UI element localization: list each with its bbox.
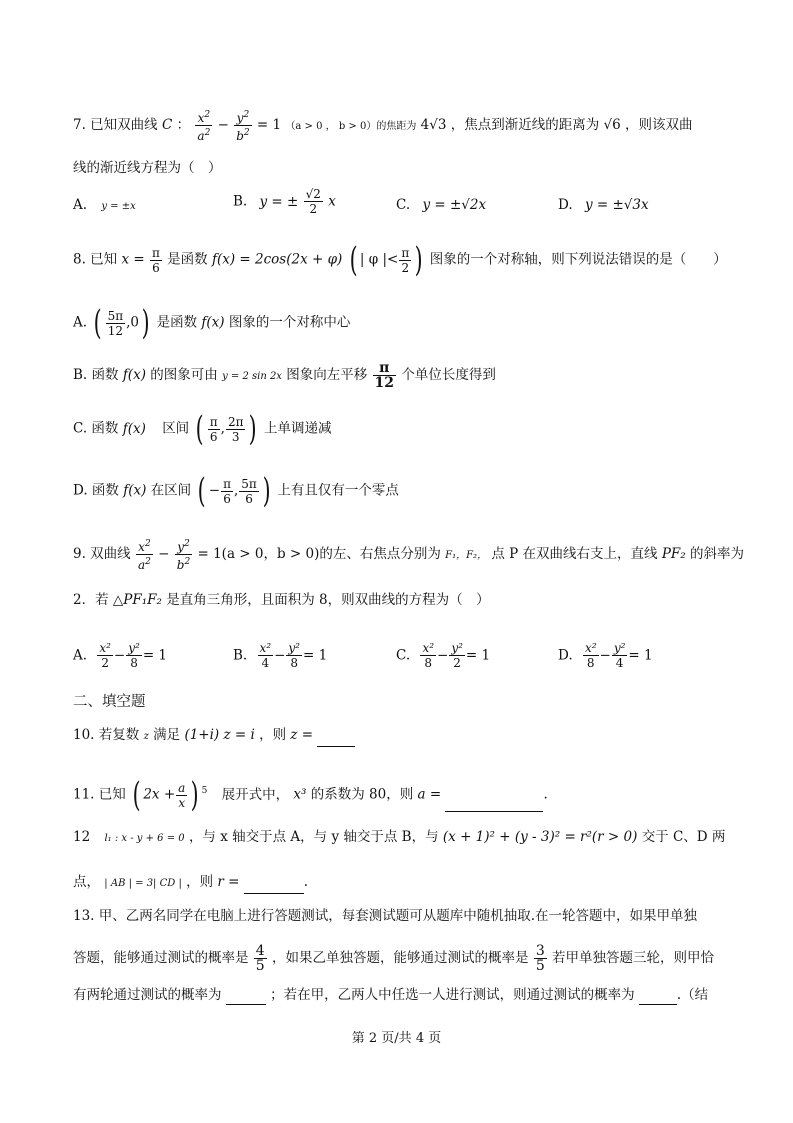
q9-line2: 2．若 △PF₁F₂ 是直角三角形，且面积为 8，则双曲线的方程为（ ） — [73, 592, 490, 608]
q7-option-b: B. y = ± $\frac{√2}{2}$ x — [233, 187, 336, 216]
q7-option-c: C. y = ±√2x — [396, 197, 487, 213]
q8-option-a: A. ( $\frac{5\pi}{12}$ ,0) 是函数 f(x) 图象的一个对称中心 — [73, 303, 351, 343]
q7-line1: 7. 已知双曲线 C ： $\frac{x^2}{a^2}$ − $\frac{y^2}{b^2}$ = 1 （a > 0 ， b > 0）的焦距为 4√3 ，焦点到渐近线的距离为 √6 ，则该双曲 — [73, 110, 693, 143]
q12-line1: 12 l₁ : x - y + 6 = 0 ，与 x 轴交于点 A，与 y 轴交于点 B，与 (x + 1)² + (y - 3)² = r²(r > 0) 交于 C、D 两 — [73, 829, 726, 845]
q7-line2: 线的渐近线方程为（ ） — [73, 160, 222, 176]
q9-option-a: A. $\frac{\text{x²}}{2}$ − $\frac{\text{y²}}{8}$ = 1 — [73, 641, 168, 670]
q7-focal: 4√3 — [420, 117, 447, 133]
q12-line2: 点， | AB | = 3| CD | ，则 r = . — [73, 872, 308, 894]
q7-distance: √6 — [603, 117, 621, 133]
q12-answer-blank[interactable] — [244, 879, 304, 894]
q10-line: 10. 若复数 z 满足 (1+i) z = i ，则 z = — [73, 725, 355, 747]
q8-option-c: C. 函数 f(x) 区间 ( $\frac{\pi}{6}$ , $\frac{2\pi}{3}$ ) 上单调递减 — [73, 409, 332, 449]
q8-option-d: D. 函数 f(x) 在区间 ( − $\frac{\pi}{6}$ , $\frac{5\pi}{6}$ ) 上有且仅有一个零点 — [73, 471, 399, 511]
q7-condition: （a > 0 ， b > 0）的焦距为 — [285, 121, 417, 132]
q9-option-d: D. $\frac{\text{x²}}{8}$ − $\frac{\text{y²}}{4}$ = 1 — [558, 641, 653, 670]
q13-line3: 有两轮通过测试的概率为 ；若在甲，乙两人中任选一人进行测试，则通过测试的概率为 .（结 — [73, 987, 709, 1003]
section-fill-in: 二、填空题 — [73, 694, 146, 710]
q7-mid: ，焦点到渐近线的距离为 — [450, 117, 600, 133]
q13-answer-blank-2[interactable] — [639, 990, 677, 1005]
q7-prefix: 7. 已知双曲线 — [73, 117, 158, 133]
q9-option-c: C. $\frac{\text{x²}}{8}$ − $\frac{\text{y²}}{2}$ = 1 — [396, 641, 491, 670]
q9-line1: 9. 双曲线 $\frac{x^2}{a^2}$ − $\frac{y^2}{b^2}$ = 1(a > 0，b > 0)的左、右焦点分别为 F₁，F₂， 点 P 在双曲线右支上，直线 PF₂ 的斜率为 — [73, 539, 745, 572]
q7-option-d: D. y = ±√3x — [558, 197, 649, 213]
q11-line: 11. 已知 ( 2x + $\frac{a}{x}$ ) $^5$ 展开式中， x³ 的系数为 80，则 a = . — [73, 775, 548, 815]
q7-end: ，则该双曲 — [625, 117, 693, 133]
q13-line2: 答题，能够通过测试的概率是 $\frac{4}{5}$ ，如果乙单独答题，能够通过测试的概率是 $\frac{3}{5}$ 若甲单独答题三轮，则甲恰 — [73, 943, 715, 974]
q7-frac-x: $\frac{x^2}{a^2}$ — [197, 110, 211, 143]
q9-option-b: B. $\frac{\text{x²}}{4}$ − $\frac{\text{y²}}{8}$ = 1 — [233, 641, 328, 670]
q8-option-b: B. 函数 f(x) 的图象可由 y = 2 sin 2x 图象向左平移 $\frac{\pi}{12}$ 个单位长度得到 — [73, 360, 496, 391]
q13-line1: 13. 甲、乙两名同学在电脑上进行答题测试，每套测试题可从题库中随机抽取.在一轮答题中，如果甲单独 — [73, 908, 698, 924]
q11-answer-blank[interactable] — [445, 797, 543, 812]
q8-line1: 8. 已知 x = $\frac{\pi}{6}$ 是函数 f(x) = 2cos(2x + φ) ( | φ |< $\frac{\pi}{2}$ ) 图象的一个对称轴，则下列说法错误的是（ ） — [73, 240, 727, 280]
q10-answer-blank[interactable] — [317, 732, 355, 747]
q13-answer-blank-1[interactable] — [226, 990, 266, 1005]
q7-curve-name: C — [161, 117, 173, 133]
q7-frac-y: $\frac{y^2}{b^2}$ — [236, 110, 250, 143]
page-footer: 第 2 页/共 4 页 — [351, 1031, 442, 1046]
q7-option-a: A. y = ±x — [73, 197, 136, 213]
